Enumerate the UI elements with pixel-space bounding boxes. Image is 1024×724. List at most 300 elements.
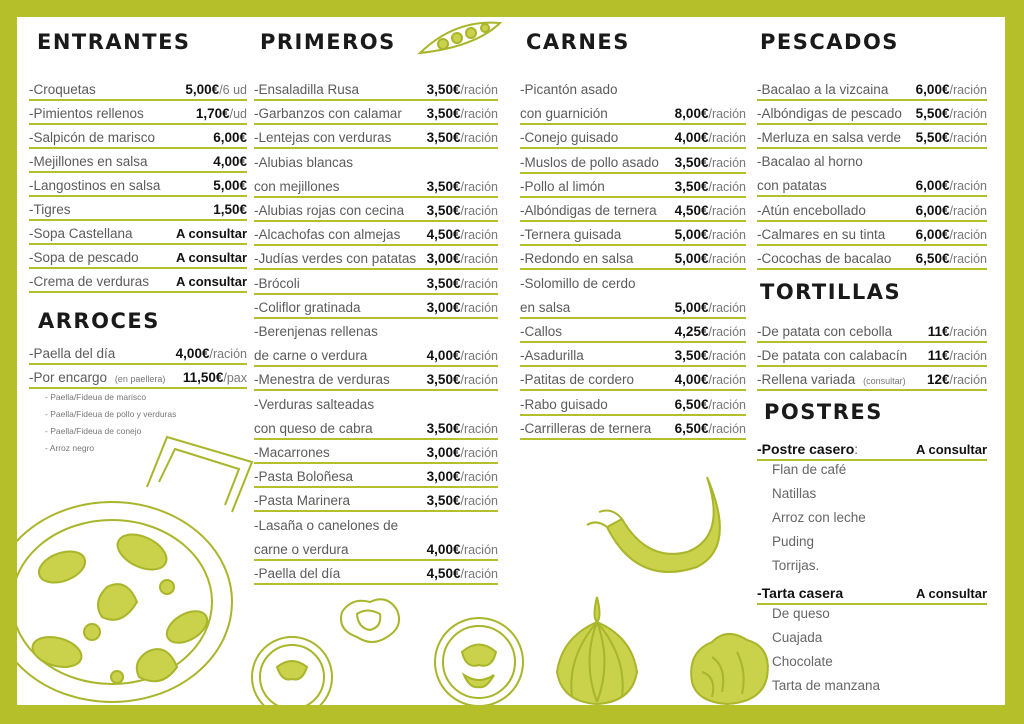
menu-row-carnes xyxy=(520,293,746,319)
menu-item-name: -Picantón asado xyxy=(520,82,618,97)
menu-item-name: -Brócoli xyxy=(254,275,300,291)
price-unit: /ración xyxy=(949,131,987,146)
menu-item-note: (consultar) xyxy=(863,376,906,387)
section-title-tortillas: TORTILLAS xyxy=(760,280,902,304)
price-unit: /ración xyxy=(708,300,746,315)
menu-row-pescados xyxy=(757,244,987,270)
menu-item-name: -Patitas de cordero xyxy=(520,372,635,388)
menu-item-name: con patatas xyxy=(757,178,827,194)
menu-row-tortillas xyxy=(757,365,987,391)
price-unit: /ración xyxy=(460,131,498,146)
price-value: 5,00€ xyxy=(674,227,709,243)
menu-item-price xyxy=(213,202,247,217)
menu-item-name: -Pollo al limón xyxy=(520,178,605,194)
menu-item-name: con queso de cabra xyxy=(254,420,373,436)
menu-item-name: -Alcachofas con almejas xyxy=(254,227,401,243)
menu-row-entrantes xyxy=(29,243,247,269)
postres-item: Chocolate xyxy=(772,654,833,669)
price-value: 8,00€ xyxy=(674,106,709,122)
price-unit: /ración xyxy=(460,567,498,581)
price-unit: /ración xyxy=(460,276,498,291)
price-unit: /ración xyxy=(949,83,987,97)
menu-row-entrantes xyxy=(29,147,247,173)
chili-pepper-illustration xyxy=(577,457,747,597)
tomato-illustration xyxy=(242,627,342,705)
menu-item-name: -Crema de verduras xyxy=(29,274,150,289)
menu-item-price xyxy=(427,82,498,97)
menu-row-primeros xyxy=(254,317,498,341)
menu-item-price xyxy=(916,130,987,145)
menu-item-price xyxy=(427,106,498,121)
menu-item-name: -Por encargo xyxy=(29,370,108,385)
price-value: 3,50€ xyxy=(674,348,709,364)
price-value: 3,50€ xyxy=(426,130,461,146)
price-value: 5,00€ xyxy=(185,82,220,97)
section-title-postres: POSTRES xyxy=(764,400,883,424)
menu-item-name: en salsa xyxy=(520,299,571,315)
menu-item-name: -Sopa Castellana xyxy=(29,226,133,241)
menu-item-name: con mejillones xyxy=(254,178,340,194)
menu-item-price xyxy=(213,154,247,169)
menu-row-primeros xyxy=(254,196,498,222)
menu-row-primeros xyxy=(254,172,498,198)
menu-row-pescados xyxy=(757,99,987,125)
price-unit: /ración xyxy=(949,179,987,194)
postres-item: Cuajada xyxy=(772,630,823,645)
price-value: 1,50€ xyxy=(213,202,247,217)
price-unit: /ración xyxy=(949,251,987,266)
menu-item-price xyxy=(427,469,498,484)
price-unit: /ración xyxy=(460,228,498,243)
menu-item-name: -Sopa de pescado xyxy=(29,250,139,265)
menu-row-entrantes xyxy=(29,219,247,245)
postres-item: Arroz con leche xyxy=(772,510,866,525)
menu-row-tortillas xyxy=(757,317,987,343)
menu-item-price xyxy=(213,178,247,193)
price-value: 4,50€ xyxy=(426,566,461,581)
menu-item-price xyxy=(928,348,987,363)
menu-row-pescados xyxy=(757,147,987,171)
menu-row-carnes xyxy=(520,414,746,440)
menu-item-name: -Alubias blancas xyxy=(254,154,354,170)
menu-row-entrantes xyxy=(29,195,247,221)
menu-item-name: -Asadurilla xyxy=(520,348,584,364)
menu-row-primeros xyxy=(254,148,498,172)
menu-item-price xyxy=(675,372,746,387)
menu-item-name: -Pimientos rellenos xyxy=(29,106,144,121)
menu-item-note: (en paellera) xyxy=(114,374,166,384)
price-value: 3,00€ xyxy=(426,251,461,267)
price-unit: /ración xyxy=(460,179,498,194)
menu-item-name: -Paella del día xyxy=(29,346,116,361)
price-value: 6,50€ xyxy=(915,250,950,266)
price-value: A consultar xyxy=(175,250,247,265)
menu-item-price xyxy=(916,82,987,97)
price-value: A consultar xyxy=(175,226,247,241)
menu-item-name: -Carrilleras de ternera xyxy=(520,420,652,436)
section-title-pescados: PESCADOS xyxy=(760,30,899,54)
menu-item-price xyxy=(427,542,498,557)
menu-item-price xyxy=(213,130,247,145)
price-unit: /ración xyxy=(460,83,498,97)
menu-item-price xyxy=(427,227,498,242)
lettuce-illustration xyxy=(682,622,777,705)
price-value: 5,00€ xyxy=(674,251,709,267)
menu-item-name: -Ensaladilla Rusa xyxy=(254,82,360,97)
section-title-primeros: PRIMEROS xyxy=(260,30,396,54)
menu-item-price xyxy=(196,106,247,121)
menu-row-pescados xyxy=(757,171,987,197)
menu-item-name: -Garbanzos con calamar xyxy=(254,106,402,122)
menu-item-price xyxy=(427,348,498,363)
menu-item-name: -Lentejas con verduras xyxy=(254,130,392,146)
menu-item-name: -Merluza en salsa verde xyxy=(757,130,902,146)
menu-item-name: -Calmares en su tinta xyxy=(757,226,886,242)
menu-item-price xyxy=(176,226,247,241)
menu-item-name: -Rabo guisado xyxy=(520,396,608,412)
price-unit: /ración xyxy=(708,155,746,170)
menu-item-name: -Berenjenas rellenas xyxy=(254,324,378,339)
menu-item-price xyxy=(675,155,746,170)
price-unit: /ración xyxy=(460,542,498,557)
menu-row-pescados xyxy=(757,123,987,149)
price-unit: /pax xyxy=(223,371,247,385)
menu-item-name: -Tigres xyxy=(29,202,71,217)
price-value: 5,00€ xyxy=(213,178,247,193)
menu-item-price xyxy=(675,397,746,412)
menu-item-name: con guarnición xyxy=(520,106,608,122)
postres-group-title: -Postre casero xyxy=(757,441,855,457)
menu-item-price xyxy=(427,179,498,194)
price-value: 3,50€ xyxy=(674,178,709,194)
section-title-arroces: ARROCES xyxy=(38,309,160,333)
menu-row-primeros xyxy=(254,244,498,270)
menu-item-price xyxy=(427,566,498,581)
price-unit: /ración xyxy=(949,349,987,364)
menu-item-price xyxy=(427,130,498,145)
menu-item-price xyxy=(185,82,247,97)
menu-row-primeros xyxy=(254,341,498,367)
price-value: 3,50€ xyxy=(426,178,461,194)
price-unit: /ración xyxy=(949,325,987,339)
price-value: 6,00€ xyxy=(915,82,950,97)
postres-item: Puding xyxy=(772,534,815,549)
menu-row-primeros xyxy=(254,535,498,561)
menu-item-name: -Verduras salteadas xyxy=(254,396,375,412)
menu-item-name: -Albóndigas de pescado xyxy=(757,106,902,122)
price-unit: /ración xyxy=(460,421,498,436)
menu-item-name: -Pasta Marinera xyxy=(254,493,351,509)
menu-row-entrantes xyxy=(29,123,247,149)
price-unit: /ración xyxy=(708,421,746,436)
menu-item-price xyxy=(675,421,746,436)
postres-group-name xyxy=(757,585,843,601)
menu-page xyxy=(17,17,1005,705)
menu-item-name: -Paella del día xyxy=(254,566,341,581)
menu-item-price xyxy=(916,203,987,218)
price-value: A consultar xyxy=(175,274,247,289)
menu-row-carnes xyxy=(520,220,746,246)
price-unit: /ración xyxy=(708,397,746,412)
menu-row-primeros xyxy=(254,75,498,101)
price-unit: /ración xyxy=(949,203,987,218)
price-value: 6,00€ xyxy=(915,202,950,218)
postres-group-row xyxy=(757,579,987,605)
postres-item: Flan de café xyxy=(772,462,847,477)
price-unit: /ración xyxy=(949,107,987,122)
menu-row-pescados xyxy=(757,196,987,222)
menu-item-price xyxy=(427,203,498,218)
pepper-slice-illustration xyxy=(332,592,407,652)
menu-item-price xyxy=(675,130,746,145)
price-value: 4,00€ xyxy=(175,346,210,361)
menu-row-carnes xyxy=(520,123,746,149)
menu-item-price xyxy=(675,324,746,339)
price-value: 3,50€ xyxy=(426,372,461,388)
menu-row-primeros xyxy=(254,559,498,585)
menu-item-name: -Alubias rojas con cecina xyxy=(254,203,405,218)
price-unit: /ración xyxy=(460,470,498,485)
menu-item-price xyxy=(427,276,498,291)
price-value: 4,50€ xyxy=(426,227,461,243)
price-value: 3,00€ xyxy=(426,445,461,460)
menu-row-primeros xyxy=(254,414,498,440)
arroces-subitem: - Paella/Fideua de pollo y verduras xyxy=(45,409,177,419)
menu-item-price xyxy=(427,372,498,387)
menu-item-name: -Conejo guisado xyxy=(520,130,619,146)
menu-row-primeros xyxy=(254,438,498,464)
price-value: 4,00€ xyxy=(213,154,247,169)
price-unit: /ración xyxy=(708,228,746,243)
price-unit: /ración xyxy=(460,204,498,218)
menu-item-name: -Ternera guisada xyxy=(520,227,622,243)
menu-row-primeros xyxy=(254,486,498,512)
menu-row-primeros xyxy=(254,462,498,488)
menu-row-entrantes xyxy=(29,171,247,197)
price-value: 4,25€ xyxy=(674,324,709,339)
menu-row-carnes xyxy=(520,244,746,270)
price-value: 4,00€ xyxy=(674,372,709,388)
postres-group-suffix: : xyxy=(854,442,859,457)
price-unit: /ración xyxy=(708,349,746,364)
menu-item-price xyxy=(916,178,987,193)
price-value: 3,50€ xyxy=(426,420,461,436)
price-value: 11€ xyxy=(927,348,950,364)
menu-item-name: carne o verdura xyxy=(254,541,349,557)
menu-row-primeros xyxy=(254,99,498,125)
postres-item: De queso xyxy=(772,606,830,621)
price-value: 4,00€ xyxy=(674,130,709,146)
price-value: 5,00€ xyxy=(674,299,709,315)
postres-group-name xyxy=(757,441,858,457)
price-value: 3,50€ xyxy=(674,154,709,170)
price-value: 3,50€ xyxy=(426,106,461,122)
price-value: 3,00€ xyxy=(426,299,461,315)
pea-pod-illustration xyxy=(415,17,505,59)
menu-item-price xyxy=(675,251,746,266)
menu-row-primeros xyxy=(254,365,498,391)
price-unit: /ud xyxy=(229,107,247,121)
menu-item-price xyxy=(675,203,746,218)
menu-item-name: -Croquetas xyxy=(29,82,96,97)
price-unit: /ración xyxy=(708,179,746,194)
price-unit: /ración xyxy=(708,252,746,267)
menu-item-price xyxy=(427,300,498,315)
menu-item-name: -Lasaña o canelones de xyxy=(254,517,399,533)
price-value: 6,50€ xyxy=(674,396,709,412)
menu-item-price xyxy=(675,300,746,315)
menu-row-entrantes xyxy=(29,75,247,101)
arroces-subitem: - Arroz negro xyxy=(45,443,95,453)
menu-row-primeros xyxy=(254,390,498,414)
menu-row-primeros xyxy=(254,269,498,295)
price-value: 3,50€ xyxy=(426,82,461,97)
section-title-carnes: CARNES xyxy=(526,30,630,54)
menu-item-price xyxy=(675,179,746,194)
menu-item-price xyxy=(927,372,987,387)
price-unit: /ración xyxy=(460,107,498,122)
menu-row-carnes xyxy=(520,99,746,125)
price-value: 5,50€ xyxy=(915,130,950,146)
menu-item-price xyxy=(183,370,247,385)
menu-item-name: de carne o verdura xyxy=(254,348,368,364)
price-unit: /ración xyxy=(460,349,498,364)
menu-row-primeros xyxy=(254,123,498,149)
menu-item-name: -Salpicón de marisco xyxy=(29,130,156,145)
price-value: 12€ xyxy=(926,372,950,388)
menu-row-primeros xyxy=(254,511,498,535)
menu-item-name: -Rellena variada xyxy=(757,372,856,388)
menu-row-primeros xyxy=(254,293,498,319)
price-unit: /ración xyxy=(708,107,746,122)
menu-item-name: -Albóndigas de ternera xyxy=(520,203,657,218)
price-unit: /ración xyxy=(460,373,498,388)
menu-item-price xyxy=(675,106,746,121)
price-value: 6,00€ xyxy=(915,178,950,194)
menu-row-carnes xyxy=(520,269,746,293)
menu-item-price xyxy=(928,324,987,339)
menu-row-entrantes xyxy=(29,99,247,125)
menu-item-name: -Redondo en salsa xyxy=(520,251,634,267)
menu-item-name: -Coliflor gratinada xyxy=(254,299,361,315)
menu-row-carnes xyxy=(520,390,746,416)
menu-item-price xyxy=(176,346,247,361)
menu-item-name: -Atún encebollado xyxy=(757,202,866,218)
price-value: 6,00€ xyxy=(915,226,950,242)
postres-group-title: -Tarta casera xyxy=(757,585,844,601)
menu-item-name: -Menestra de verduras xyxy=(254,372,390,388)
menu-row-arroces xyxy=(29,363,247,389)
price-unit: /ración xyxy=(708,373,746,388)
price-value: 6,00€ xyxy=(213,130,247,145)
postres-group-price: A consultar xyxy=(915,442,987,457)
postres-item: Natillas xyxy=(772,486,817,501)
menu-row-primeros xyxy=(254,220,498,246)
menu-item-name: -Bacalao al horno xyxy=(757,154,863,170)
menu-item-name: -Macarrones xyxy=(254,445,330,460)
menu-row-pescados xyxy=(757,220,987,246)
menu-item-name: -De patata con cebolla xyxy=(757,324,893,339)
price-unit: /ración xyxy=(949,227,987,242)
price-value: 3,00€ xyxy=(426,469,461,485)
menu-row-carnes xyxy=(520,341,746,367)
menu-item-price xyxy=(427,493,498,508)
menu-row-entrantes xyxy=(29,267,247,293)
price-unit: /ración xyxy=(708,325,746,339)
menu-row-arroces xyxy=(29,339,247,365)
section-title-entrantes: ENTRANTES xyxy=(37,30,191,54)
price-unit: /ración xyxy=(209,347,247,361)
menu-item-name: -Muslos de pollo asado xyxy=(520,154,659,170)
menu-item-price xyxy=(427,445,498,460)
menu-row-carnes xyxy=(520,172,746,198)
menu-item-name: -Solomillo de cerdo xyxy=(520,275,636,291)
menu-item-name: -Pasta Boloñesa xyxy=(254,469,354,485)
menu-item-price xyxy=(916,251,987,266)
price-unit: /ración xyxy=(949,373,987,388)
menu-item-name: -Bacalao a la vizcaina xyxy=(757,82,889,97)
arroces-subitem: - Paella/Fideua de conejo xyxy=(45,426,142,436)
menu-row-tortillas xyxy=(757,341,987,367)
menu-item-price xyxy=(427,251,498,266)
price-value: 3,50€ xyxy=(426,203,461,218)
menu-row-carnes xyxy=(520,317,746,343)
menu-item-price xyxy=(916,227,987,242)
menu-item-name: -Judías verdes con patatas xyxy=(254,251,417,267)
menu-item-name: -Cocochas de bacalao xyxy=(757,250,892,266)
paella-pan-illustration xyxy=(17,427,257,705)
menu-item-price xyxy=(427,421,498,436)
menu-item-name: -Callos xyxy=(520,324,563,339)
menu-row-carnes xyxy=(520,365,746,391)
menu-item-price xyxy=(176,250,247,265)
menu-item-price xyxy=(675,227,746,242)
menu-item-name: -De patata con calabacín xyxy=(757,348,908,364)
onion-illustration xyxy=(537,592,657,705)
price-unit: /ración xyxy=(460,446,498,460)
price-unit: /6 ud xyxy=(219,83,247,97)
price-value: 3,50€ xyxy=(426,493,461,509)
postres-group-row xyxy=(757,435,987,461)
price-value: 4,00€ xyxy=(426,541,461,557)
menu-item-price xyxy=(675,348,746,363)
postres-item: Torrijas. xyxy=(772,558,820,573)
price-value: 5,50€ xyxy=(915,106,950,122)
menu-item-price xyxy=(176,274,247,289)
menu-item-price xyxy=(916,106,987,121)
price-unit: /ración xyxy=(708,204,746,218)
menu-row-pescados xyxy=(757,75,987,101)
tomato-half-illustration xyxy=(422,607,537,705)
price-value: 3,50€ xyxy=(426,275,461,291)
menu-item-name: -Mejillones en salsa xyxy=(29,154,148,169)
price-value: 11,50€ xyxy=(182,370,224,385)
price-value: 1,70€ xyxy=(195,106,230,121)
price-value: 6,50€ xyxy=(674,420,709,436)
menu-row-carnes xyxy=(520,148,746,174)
price-value: 4,00€ xyxy=(426,348,461,364)
price-unit: /ración xyxy=(460,300,498,315)
price-unit: /ración xyxy=(460,252,498,267)
price-unit: /ración xyxy=(460,494,498,509)
menu-row-carnes xyxy=(520,196,746,222)
menu-item-name: -Langostinos en salsa xyxy=(29,178,161,193)
price-value: 11€ xyxy=(927,324,950,339)
arroces-subitem: - Paella/Fideua de marisco xyxy=(45,392,147,402)
menu-row-carnes xyxy=(520,75,746,99)
price-unit: /ración xyxy=(708,131,746,146)
postres-item: Tarta de manzana xyxy=(772,678,881,693)
